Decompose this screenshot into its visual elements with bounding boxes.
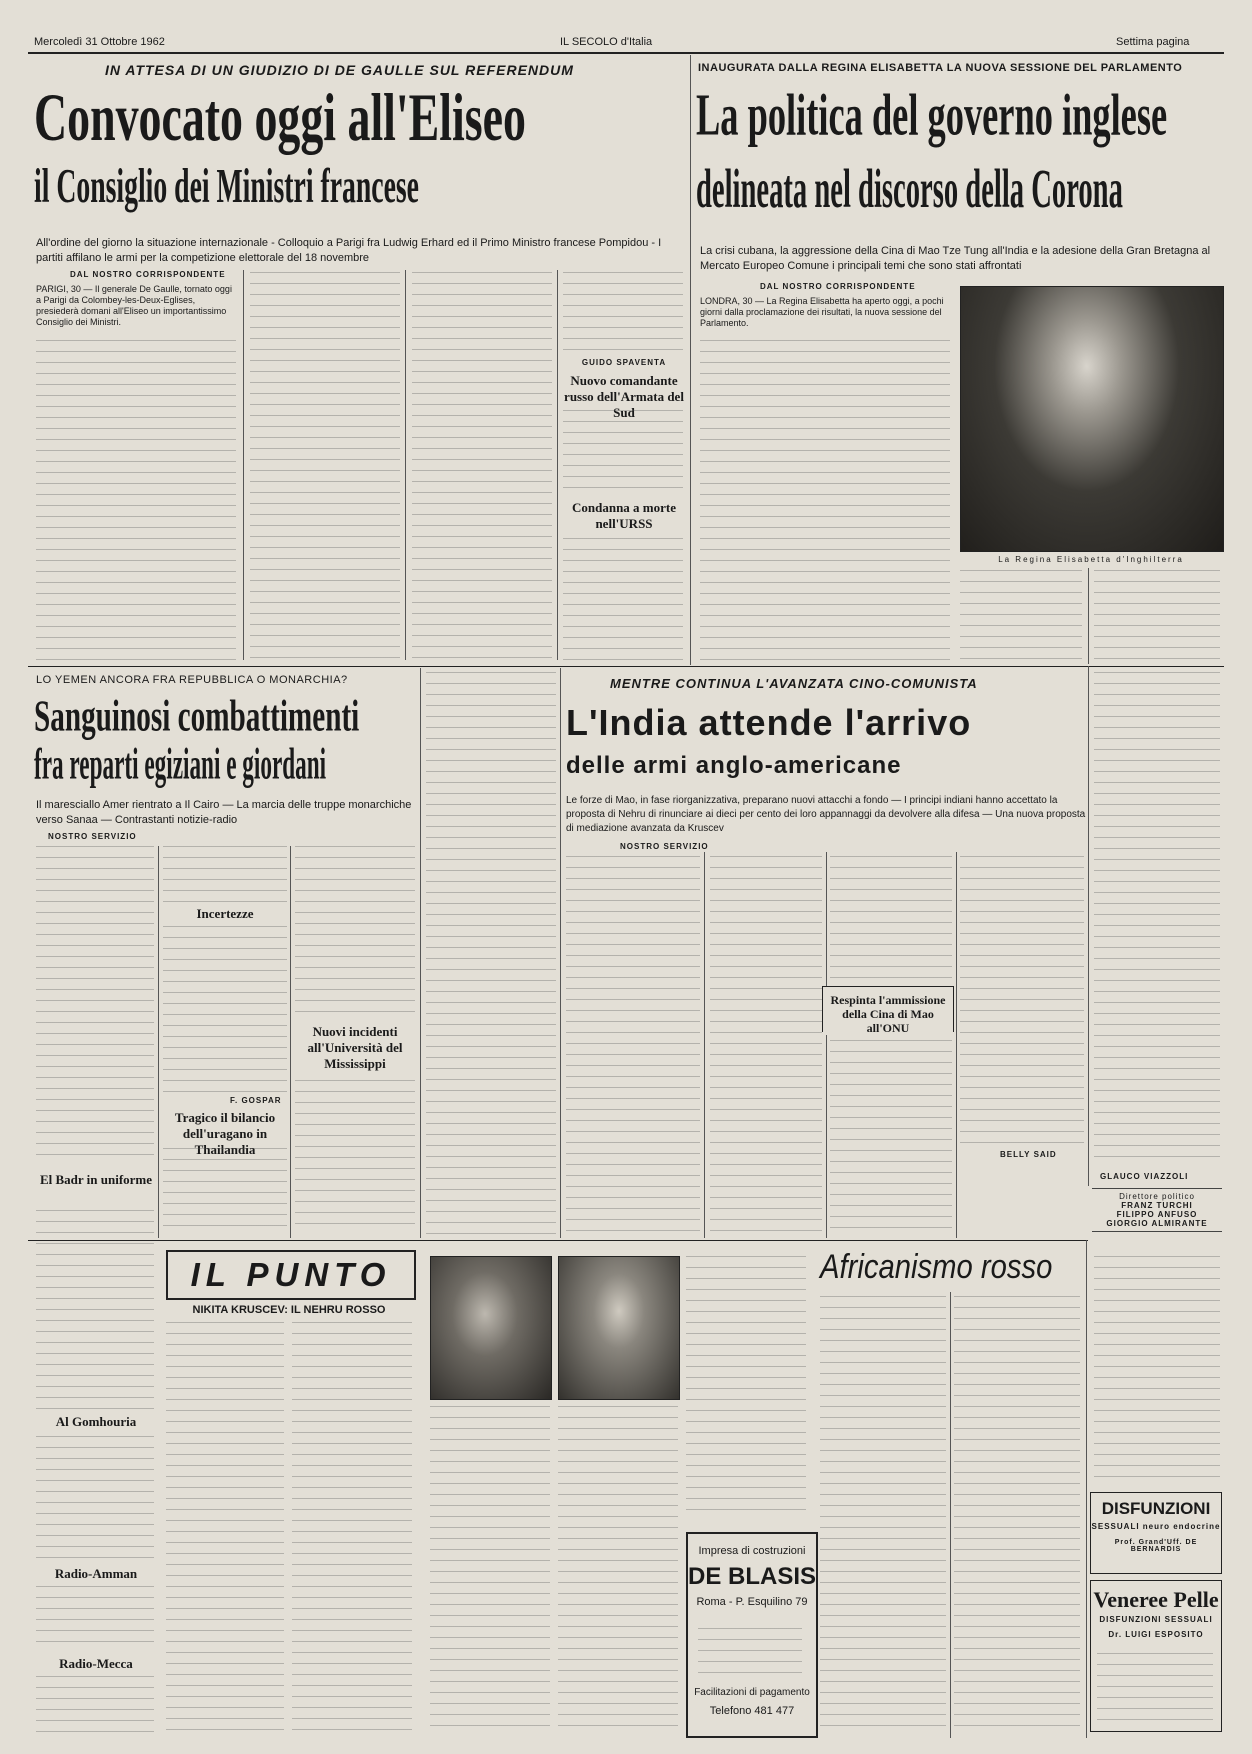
middle-signature-block xyxy=(566,358,682,367)
ad-veneree-doctor: Dr. LUIGI ESPOSITO xyxy=(1108,1630,1204,1639)
france-lead: PARIGI, 30 — Il generale De Gaulle, tornato oggi a Parigi da Colombey-les-Deux-Eglises, presiederà domani all'Eliseo un importantissimo Consiglio dei Ministri. xyxy=(36,284,232,327)
ad-de-blasis-terms: Facilitazioni di pagamento xyxy=(694,1687,810,1698)
africa-headline: Africanismo rosso xyxy=(820,1248,1053,1286)
credits-name-1: FRANZ TURCHI xyxy=(1121,1201,1193,1210)
yemen-text-column-1c xyxy=(36,1436,154,1560)
ad-de-blasis xyxy=(686,1532,818,1738)
page-number: Settima pagina xyxy=(1116,36,1190,48)
section-rule xyxy=(28,1240,1088,1241)
middle-continuation xyxy=(426,672,556,1238)
yemen-text-column-1e xyxy=(36,1676,154,1738)
sub-condanna-urss: Condanna a morte nell'URSS xyxy=(563,500,685,532)
il-punto-box xyxy=(166,1250,416,1300)
il-punto-text-5 xyxy=(686,1256,806,1518)
india-text-column-2 xyxy=(710,856,822,1236)
yemen-kicker: LO YEMEN ANCORA FRA REPUBBLICA O MONARCHIA? xyxy=(36,674,348,686)
africa-text-1 xyxy=(820,1296,946,1736)
il-punto-text-3 xyxy=(430,1406,550,1736)
column-divider xyxy=(420,668,421,1238)
sub-armata-sud: Nuovo comandante russo dell'Armata del Sud xyxy=(564,373,684,420)
credits-box xyxy=(1092,1188,1222,1232)
india-text-column-4 xyxy=(960,856,1084,1146)
column-divider xyxy=(704,852,705,1238)
yemen-text-column-2 xyxy=(163,846,287,902)
column-divider xyxy=(1088,666,1089,1186)
uk-text-column-3 xyxy=(1094,570,1220,660)
uk-kicker: INAUGURATA DALLA REGINA ELISABETTA LA NUOVA SESSIONE DEL PARLAMENTO xyxy=(698,62,1183,74)
india-headline-1: L'India attende l'arrivo xyxy=(566,702,972,743)
ad-veneree-sub: DISFUNZIONI SESSUALI xyxy=(1099,1615,1213,1624)
onu-box xyxy=(822,986,954,1035)
masthead: IL SECOLO d'Italia xyxy=(560,36,653,48)
india-signature-1: GLAUCO VIAZZOLI xyxy=(1100,1172,1189,1181)
uk-text-column-2 xyxy=(960,570,1082,660)
uk-lead: LONDRA, 30 — La Regina Elisabetta ha aperto oggi, a pochi giorni dalla proclamazione dei risultati, la nuova sessione del Parlamento. xyxy=(700,296,944,328)
sub-radio-mecca: Radio-Mecca xyxy=(36,1656,156,1672)
column-divider xyxy=(557,270,558,660)
right-text-column xyxy=(1094,672,1220,1162)
france-text-column-1 xyxy=(36,340,236,660)
ad-de-blasis-address: Roma - P. Esquilino 79 xyxy=(696,1596,808,1608)
france-text-column-3 xyxy=(412,272,552,660)
india-text-column-3b xyxy=(830,1040,952,1236)
france-text-column-2 xyxy=(250,272,400,660)
yemen-signature: F. GOSPAR xyxy=(230,1096,282,1105)
ad-de-blasis-phone: Telefono 481 477 xyxy=(709,1705,795,1717)
ad-veneree xyxy=(1090,1580,1222,1732)
credits-label: Direttore politico xyxy=(1119,1192,1195,1201)
thailand-text xyxy=(163,1148,287,1232)
yemen-text-column-2b xyxy=(163,926,287,1092)
section-rule xyxy=(28,666,1224,667)
france-deck: All'ordine del giorno la situazione internazionale - Colloquio a Parigi fra Ludwig Erhard ed il Primo Ministro francese Pompidou - I partiti affilano le armi per la competizione elettorale del 18 novembre xyxy=(36,237,662,264)
sub-el-badr: El Badr in uniforme xyxy=(36,1172,156,1188)
column-divider xyxy=(158,846,159,1238)
photo-caption: La Regina Elisabetta d'Inghilterra xyxy=(998,555,1184,564)
yemen-headline-2: fra reparti egiziani e giordani xyxy=(34,738,327,789)
header-rule xyxy=(28,52,1224,54)
ad-veneree-title: Veneree Pelle xyxy=(1093,1587,1219,1612)
india-text-column-1 xyxy=(566,856,700,1236)
india-signature-2: BELLY SAID xyxy=(1000,1150,1057,1159)
il-punto-subtitle: NIKITA KRUSCEV: IL NEHRU ROSSO xyxy=(192,1304,386,1316)
africa-text-2 xyxy=(954,1296,1080,1736)
column-divider xyxy=(243,270,244,660)
yemen-text-column-1 xyxy=(36,846,154,1156)
column-divider xyxy=(1086,1240,1087,1738)
india-text-column-3 xyxy=(830,856,952,980)
nehru-photo xyxy=(430,1256,552,1400)
india-byline: NOSTRO SERVIZIO xyxy=(620,842,709,851)
onu-box-title: Respinta l'ammissione della Cina di Mao all'ONU xyxy=(823,987,953,1035)
column-divider xyxy=(956,852,957,1238)
sub-incertezze: Incertezze xyxy=(163,906,287,922)
il-punto-text-1 xyxy=(166,1322,284,1736)
il-punto-text-2 xyxy=(292,1322,412,1736)
india-kicker: MENTRE CONTINUA L'AVANZATA CINO-COMUNISTA xyxy=(610,676,978,691)
france-kicker: IN ATTESA DI UN GIUDIZIO DI DE GAULLE SUL REFERENDUM xyxy=(105,62,574,78)
credits-name-2: FILIPPO ANFUSO xyxy=(1116,1210,1198,1219)
yemen-text-column-3 xyxy=(295,846,415,1012)
il-punto-text-4 xyxy=(558,1406,678,1736)
column-divider xyxy=(1088,568,1089,664)
column-divider xyxy=(560,668,561,1238)
middle-text-column-2 xyxy=(563,410,683,490)
sub-al-gomhouria: Al Gomhouria xyxy=(36,1414,156,1430)
india-headline-2: delle armi anglo-americane xyxy=(566,752,902,779)
mississippi-text xyxy=(295,1080,415,1232)
france-byline: DAL NOSTRO CORRISPONDENTE xyxy=(70,270,226,279)
france-headline-2: il Consiglio dei Ministri francese xyxy=(34,160,419,214)
yemen-text-column-1d xyxy=(36,1586,154,1650)
middle-signature: GUIDO SPAVENTA xyxy=(581,358,667,367)
issue-date: Mercoledì 31 Ottobre 1962 xyxy=(34,36,165,48)
uk-headline-2: delineata nel discorso della Corona xyxy=(696,159,1123,220)
sub-mississippi: Nuovi incidenti all'Università del Mississippi xyxy=(293,1024,417,1072)
sub-thailandia: Tragico il bilancio dell'uragano in Thailandia xyxy=(163,1110,287,1158)
ad-de-blasis-name: DE BLASIS xyxy=(688,1563,817,1590)
kruscev-photo xyxy=(558,1256,680,1400)
queen-elizabeth-photo xyxy=(960,286,1224,552)
ad-veneree-text xyxy=(1097,1653,1213,1723)
column-divider xyxy=(950,1292,951,1738)
ad-disfunzioni-doctor: Prof. Grand'Uff. DE BERNARDIS xyxy=(1114,1539,1198,1553)
column-divider xyxy=(826,852,827,1238)
uk-headline-1: La politica del governo inglese xyxy=(696,82,1168,149)
middle-text-column xyxy=(563,272,683,354)
ad-disfunzioni-sub: SESSUALI neuro endocrine xyxy=(1091,1522,1221,1531)
ad-de-blasis-line1: Impresa di costruzioni xyxy=(698,1545,806,1557)
uk-text-column xyxy=(700,340,950,660)
credits-name-3: GIORGIO ALMIRANTE xyxy=(1106,1219,1208,1228)
yemen-byline: NOSTRO SERVIZIO xyxy=(48,832,137,841)
yemen-deck: Il maresciallo Amer rientrato a Il Cairo — La marcia delle truppe monarchiche verso Sanaa — Contrastanti notizie-radio xyxy=(36,799,412,826)
colophon-text xyxy=(1094,1256,1220,1486)
uk-byline: DAL NOSTRO CORRISPONDENTE xyxy=(760,282,916,291)
il-punto-title: IL PUNTO xyxy=(190,1256,392,1293)
middle-text-column-3 xyxy=(563,538,683,660)
sub-radio-amman: Radio-Amman xyxy=(36,1566,156,1582)
uk-deck: La crisi cubana, la aggressione della Cina di Mao Tze Tung all'India e la adesione della Gran Bretagna al Mercato Europeo Comune i principali temi che sono stati affrontati xyxy=(700,245,1211,272)
ad-de-blasis-text xyxy=(698,1628,802,1678)
yemen-headline-1: Sanguinosi combattimenti xyxy=(34,690,360,741)
ad-disfunzioni xyxy=(1090,1492,1222,1574)
column-divider xyxy=(690,55,691,665)
france-headline-1: Convocato oggi all'Eliseo xyxy=(34,80,526,156)
ad-disfunzioni-title: DISFUNZIONI xyxy=(1101,1499,1211,1518)
column-divider xyxy=(290,846,291,1238)
column-divider xyxy=(405,270,406,660)
india-deck: Le forze di Mao, in fase riorganizzativa, preparano nuovi attacchi a fondo — I principi indiani hanno accettato la proposta di Nehru di rinunciare ai dieci per cento dei loro appannaggi da devolvere alla difesa — Una nuova proposta di mediazione avanzata da Kruscev xyxy=(566,795,1086,834)
